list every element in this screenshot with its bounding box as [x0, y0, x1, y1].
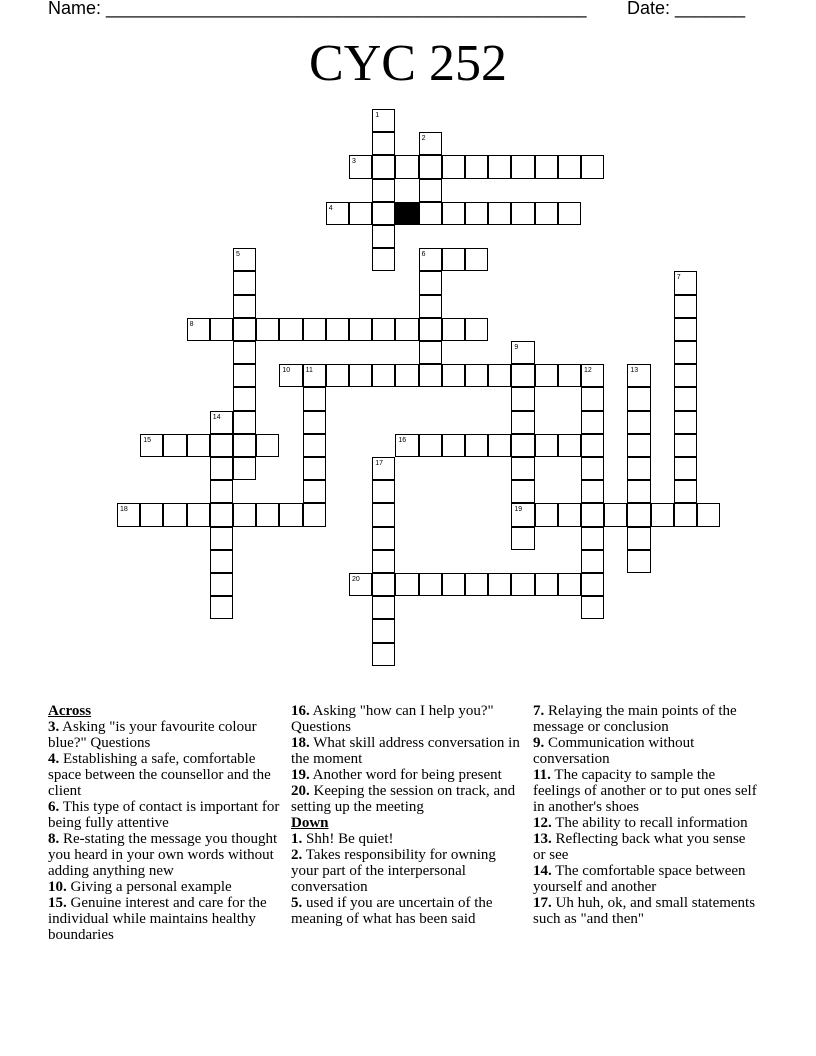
clue-number: 17: [375, 460, 383, 467]
grid-cell[interactable]: [372, 550, 395, 573]
clue-number-label: 1.: [291, 831, 303, 847]
grid-cell[interactable]: [511, 527, 534, 550]
grid-cell[interactable]: [535, 364, 558, 387]
grid-cell[interactable]: [581, 596, 604, 619]
grid-cell[interactable]: [465, 364, 488, 387]
clue-number: 16: [398, 436, 407, 444]
grid-cell[interactable]: [697, 503, 720, 526]
date-field-label: Date: _______: [627, 0, 746, 18]
clue-text: Establishing a safe, comfortable space between the counsellor and the client: [48, 751, 271, 799]
grid-cell[interactable]: [210, 596, 233, 619]
clue-column-1: [48, 703, 284, 943]
grid-cell[interactable]: [372, 503, 395, 526]
grid-cell[interactable]: [442, 202, 465, 225]
grid-cell[interactable]: [511, 457, 534, 480]
grid-cell[interactable]: [419, 202, 442, 225]
grid-cell[interactable]: [279, 503, 302, 526]
grid-cell[interactable]: [419, 434, 442, 457]
grid-cell[interactable]: [163, 503, 186, 526]
grid-cell[interactable]: [210, 550, 233, 573]
grid-cell[interactable]: [233, 318, 256, 341]
grid-cell[interactable]: [488, 573, 511, 596]
clue-number-label: 7.: [533, 703, 545, 719]
clue-item: [48, 831, 284, 879]
grid-cell[interactable]: [581, 527, 604, 550]
grid-cell[interactable]: [674, 341, 697, 364]
grid-cell[interactable]: [210, 503, 233, 526]
across-heading: Across: [48, 703, 92, 719]
grid-cell[interactable]: [349, 318, 372, 341]
clue-item: [533, 831, 758, 863]
name-field-label: Name: ________________________________________________: [48, 0, 587, 18]
clue-text: The comfortable space between yourself and another: [533, 863, 746, 895]
clue-number-label: 3.: [48, 719, 60, 735]
clue-item: [48, 719, 284, 751]
grid-cell[interactable]: [674, 411, 697, 434]
grid-cell[interactable]: [326, 202, 349, 225]
grid-cell[interactable]: [465, 573, 488, 596]
grid-cell[interactable]: [187, 434, 210, 457]
clue-item: [291, 783, 521, 815]
grid-cell[interactable]: [256, 318, 279, 341]
clue-text: Asking "is your favourite colour blue?" Questions: [48, 719, 257, 751]
grid-cell[interactable]: [627, 364, 650, 387]
grid-cell[interactable]: [303, 411, 326, 434]
clue-number: 2: [421, 135, 426, 143]
grid-cell[interactable]: [140, 434, 163, 457]
clue-item: [533, 863, 758, 895]
grid-cell[interactable]: [256, 434, 279, 457]
clue-text: What skill address conversation in the moment: [291, 735, 520, 767]
grid-cell[interactable]: [674, 480, 697, 503]
clue-item: [48, 799, 284, 831]
clue-number-label: 20.: [291, 783, 310, 799]
clue-number: 15: [143, 436, 151, 444]
clue-number-label: 17.: [533, 895, 552, 911]
grid-cell[interactable]: [187, 503, 210, 526]
grid-cell[interactable]: [511, 364, 534, 387]
grid-cell[interactable]: [442, 434, 465, 457]
grid-black-cell: [395, 202, 418, 225]
clue-item: [533, 767, 758, 815]
clue-number-label: 10.: [48, 879, 67, 895]
grid-cell[interactable]: [627, 411, 650, 434]
clue-number-label: 13.: [533, 831, 552, 847]
grid-cell[interactable]: [581, 411, 604, 434]
grid-cell[interactable]: [210, 318, 233, 341]
grid-cell[interactable]: [581, 457, 604, 480]
grid-cell[interactable]: [303, 457, 326, 480]
grid-cell[interactable]: [488, 364, 511, 387]
grid-cell[interactable]: [395, 155, 418, 178]
grid-cell[interactable]: [465, 318, 488, 341]
grid-cell[interactable]: [140, 503, 163, 526]
grid-cell[interactable]: [674, 387, 697, 410]
clue-item: [291, 703, 521, 735]
grid-cell[interactable]: [581, 480, 604, 503]
grid-cell[interactable]: [674, 295, 697, 318]
clue-text: The ability to recall information: [551, 815, 748, 831]
grid-cell[interactable]: [511, 480, 534, 503]
grid-cell[interactable]: [535, 503, 558, 526]
clue-number-label: 18.: [291, 735, 310, 751]
grid-cell[interactable]: [395, 364, 418, 387]
grid-cell[interactable]: [581, 387, 604, 410]
clue-column-3: [533, 703, 758, 927]
clue-number: 9: [514, 344, 519, 351]
grid-cell[interactable]: [349, 364, 372, 387]
grid-cell[interactable]: [511, 434, 534, 457]
grid-cell[interactable]: [581, 503, 604, 526]
grid-cell[interactable]: [488, 434, 511, 457]
grid-cell[interactable]: [627, 550, 650, 573]
grid-cell[interactable]: [372, 132, 395, 155]
grid-cell[interactable]: [372, 643, 395, 666]
grid-cell[interactable]: [187, 318, 210, 341]
grid-cell[interactable]: [419, 573, 442, 596]
grid-cell[interactable]: [581, 550, 604, 573]
grid-cell[interactable]: [372, 457, 395, 480]
grid-cell[interactable]: [210, 434, 233, 457]
clue-number-label: 12.: [533, 815, 552, 831]
grid-cell[interactable]: [419, 155, 442, 178]
clue-number-label: 2.: [291, 847, 303, 863]
clue-text: Takes responsibility for owning your part of the interpersonal conversation: [291, 847, 496, 895]
grid-cell[interactable]: [372, 596, 395, 619]
grid-cell[interactable]: [511, 341, 534, 364]
grid-cell[interactable]: [581, 573, 604, 596]
grid-cell[interactable]: [419, 132, 442, 155]
clue-number-label: 4.: [48, 751, 60, 767]
clue-text: Genuine interest and care for the individual while maintains healthy boundaries: [48, 895, 267, 943]
clue-item: [533, 703, 758, 735]
grid-cell[interactable]: [303, 318, 326, 341]
grid-cell[interactable]: [535, 202, 558, 225]
grid-cell[interactable]: [535, 155, 558, 178]
grid-cell[interactable]: [511, 411, 534, 434]
grid-cell[interactable]: [210, 411, 233, 434]
grid-cell[interactable]: [465, 155, 488, 178]
grid-cell[interactable]: [395, 318, 418, 341]
clue-item: [533, 815, 758, 831]
grid-cell[interactable]: [419, 179, 442, 202]
clue-number: 7: [676, 274, 681, 282]
grid-cell[interactable]: [674, 457, 697, 480]
clue-text: Giving a personal example: [66, 879, 232, 895]
clue-text: Asking "how can I help you?" Questions: [291, 703, 494, 735]
grid-cell[interactable]: [372, 225, 395, 248]
grid-cell[interactable]: [233, 411, 256, 434]
grid-cell[interactable]: [349, 573, 372, 596]
clue-column-2: [291, 703, 521, 927]
clue-item: [533, 895, 758, 927]
grid-cell[interactable]: [511, 155, 534, 178]
clue-item: [533, 735, 758, 767]
grid-cell[interactable]: [535, 434, 558, 457]
grid-cell[interactable]: [674, 364, 697, 387]
clue-text: Another word for being present: [309, 767, 502, 783]
grid-cell[interactable]: [233, 434, 256, 457]
grid-cell[interactable]: [372, 619, 395, 642]
grid-cell[interactable]: [465, 202, 488, 225]
grid-cell[interactable]: [511, 387, 534, 410]
grid-cell[interactable]: [303, 503, 326, 526]
grid-cell[interactable]: [558, 155, 581, 178]
clue-text: Shh! Be quiet!: [302, 831, 394, 847]
clue-number-label: 11.: [533, 767, 551, 783]
clue-number-label: 6.: [48, 799, 60, 815]
clue-item: [48, 895, 284, 943]
grid-cell[interactable]: [488, 202, 511, 225]
grid-cell[interactable]: [395, 434, 418, 457]
grid-cell[interactable]: [117, 503, 140, 526]
clue-number-label: 5.: [291, 895, 303, 911]
grid-cell[interactable]: [372, 155, 395, 178]
clue-number-label: 14.: [533, 863, 552, 879]
clue-number-label: 9.: [533, 735, 545, 751]
clue-number: 5: [236, 251, 240, 259]
clue-item: [291, 831, 521, 847]
grid-cell[interactable]: [395, 573, 418, 596]
clue-text: Communication without conversation: [533, 735, 695, 767]
grid-cell[interactable]: [535, 573, 558, 596]
grid-cell[interactable]: [511, 202, 534, 225]
grid-cell[interactable]: [419, 364, 442, 387]
grid-cell[interactable]: [604, 503, 627, 526]
grid-cell[interactable]: [233, 364, 256, 387]
grid-cell[interactable]: [651, 503, 674, 526]
clue-text: used if you are uncertain of the meaning of what has been said: [291, 895, 493, 927]
grid-cell[interactable]: [558, 573, 581, 596]
grid-cell[interactable]: [210, 480, 233, 503]
clue-item: [291, 735, 521, 767]
grid-cell[interactable]: [210, 527, 233, 550]
grid-cell[interactable]: [581, 434, 604, 457]
grid-cell[interactable]: [279, 318, 302, 341]
clue-number-label: 16.: [291, 703, 310, 719]
grid-cell[interactable]: [674, 318, 697, 341]
grid-cell[interactable]: [233, 248, 256, 271]
grid-cell[interactable]: [303, 480, 326, 503]
grid-cell[interactable]: [163, 434, 186, 457]
grid-cell[interactable]: [674, 271, 697, 294]
clue-number: 18: [120, 506, 128, 514]
grid-cell[interactable]: [419, 341, 442, 364]
grid-cell[interactable]: [558, 364, 581, 387]
grid-cell[interactable]: [442, 155, 465, 178]
grid-cell[interactable]: [488, 155, 511, 178]
grid-cell[interactable]: [558, 202, 581, 225]
clue-number: 1: [375, 112, 380, 119]
clue-item: [291, 847, 521, 895]
grid-cell[interactable]: [326, 364, 349, 387]
page-title: CYC 252: [309, 35, 507, 92]
grid-cell[interactable]: [581, 364, 604, 387]
clue-text: Relaying the main points of the message or conclusion: [533, 703, 737, 735]
clue-text: This type of contact is important for being fully attentive: [48, 799, 280, 831]
clue-number: 20: [352, 576, 360, 583]
grid-cell[interactable]: [465, 434, 488, 457]
grid-cell[interactable]: [419, 271, 442, 294]
clue-number: 14: [212, 413, 221, 421]
down-heading: Down: [291, 815, 329, 831]
grid-cell[interactable]: [372, 179, 395, 202]
grid-cell[interactable]: [674, 434, 697, 457]
grid-cell[interactable]: [627, 387, 650, 410]
grid-cell[interactable]: [279, 364, 302, 387]
grid-cell[interactable]: [442, 364, 465, 387]
grid-cell[interactable]: [372, 248, 395, 271]
clue-text: Re-stating the message you thought you heard in your own words without adding anything new: [48, 831, 278, 879]
grid-cell[interactable]: [627, 457, 650, 480]
grid-cell[interactable]: [419, 248, 442, 271]
grid-cell[interactable]: [372, 318, 395, 341]
grid-cell[interactable]: [419, 295, 442, 318]
grid-cell[interactable]: [627, 480, 650, 503]
grid-cell[interactable]: [627, 434, 650, 457]
clue-number-label: 15.: [48, 895, 67, 911]
grid-cell[interactable]: [372, 109, 395, 132]
clue-number: 13: [630, 367, 639, 375]
grid-cell[interactable]: [233, 271, 256, 294]
grid-cell[interactable]: [349, 202, 372, 225]
clue-number: 6: [421, 251, 426, 259]
grid-cell[interactable]: [442, 248, 465, 271]
grid-cell[interactable]: [372, 364, 395, 387]
clue-number-label: 19.: [291, 767, 310, 783]
grid-cell[interactable]: [349, 155, 372, 178]
grid-cell[interactable]: [442, 318, 465, 341]
clue-item: [48, 879, 284, 895]
clue-item: [291, 767, 521, 783]
clue-text: Uh huh, ok, and small statements such as "and then": [533, 895, 756, 927]
grid-cell[interactable]: [627, 503, 650, 526]
grid-cell[interactable]: [210, 457, 233, 480]
grid-cell[interactable]: [233, 341, 256, 364]
clue-text: Reflecting back what you sense or see: [533, 831, 746, 863]
grid-cell[interactable]: [558, 434, 581, 457]
grid-cell[interactable]: [558, 503, 581, 526]
grid-cell[interactable]: [465, 248, 488, 271]
clue-number: 10: [282, 367, 291, 375]
grid-cell[interactable]: [210, 573, 233, 596]
grid-cell[interactable]: [303, 434, 326, 457]
grid-cell[interactable]: [372, 573, 395, 596]
clue-number: 19: [514, 506, 523, 514]
clue-number: 11: [305, 367, 313, 375]
grid-cell[interactable]: [233, 503, 256, 526]
grid-cell[interactable]: [511, 503, 534, 526]
clue-text: The capacity to sample the feelings of another or to put ones self in another's shoes: [533, 767, 757, 815]
grid-cell[interactable]: [233, 295, 256, 318]
clue-number: 3: [352, 158, 356, 166]
grid-cell[interactable]: [627, 527, 650, 550]
clue-number: 8: [189, 320, 194, 328]
clue-text: Keeping the session on track, and setting up the meeting: [291, 783, 516, 815]
grid-cell[interactable]: [233, 387, 256, 410]
clue-number: 4: [328, 204, 333, 212]
clue-item: [48, 751, 284, 799]
grid-cell[interactable]: [303, 364, 326, 387]
grid-cell[interactable]: [326, 318, 349, 341]
grid-cell[interactable]: [674, 503, 697, 526]
grid-cell[interactable]: [372, 202, 395, 225]
grid-cell[interactable]: [511, 573, 534, 596]
grid-cell[interactable]: [442, 573, 465, 596]
grid-cell[interactable]: [233, 457, 256, 480]
grid-cell[interactable]: [372, 480, 395, 503]
grid-cell[interactable]: [303, 387, 326, 410]
grid-cell[interactable]: [256, 503, 279, 526]
clue-number-label: 8.: [48, 831, 60, 847]
clue-item: [291, 895, 521, 927]
grid-cell[interactable]: [419, 318, 442, 341]
clue-number: 12: [584, 367, 592, 375]
grid-cell[interactable]: [581, 155, 604, 178]
grid-cell[interactable]: [372, 527, 395, 550]
